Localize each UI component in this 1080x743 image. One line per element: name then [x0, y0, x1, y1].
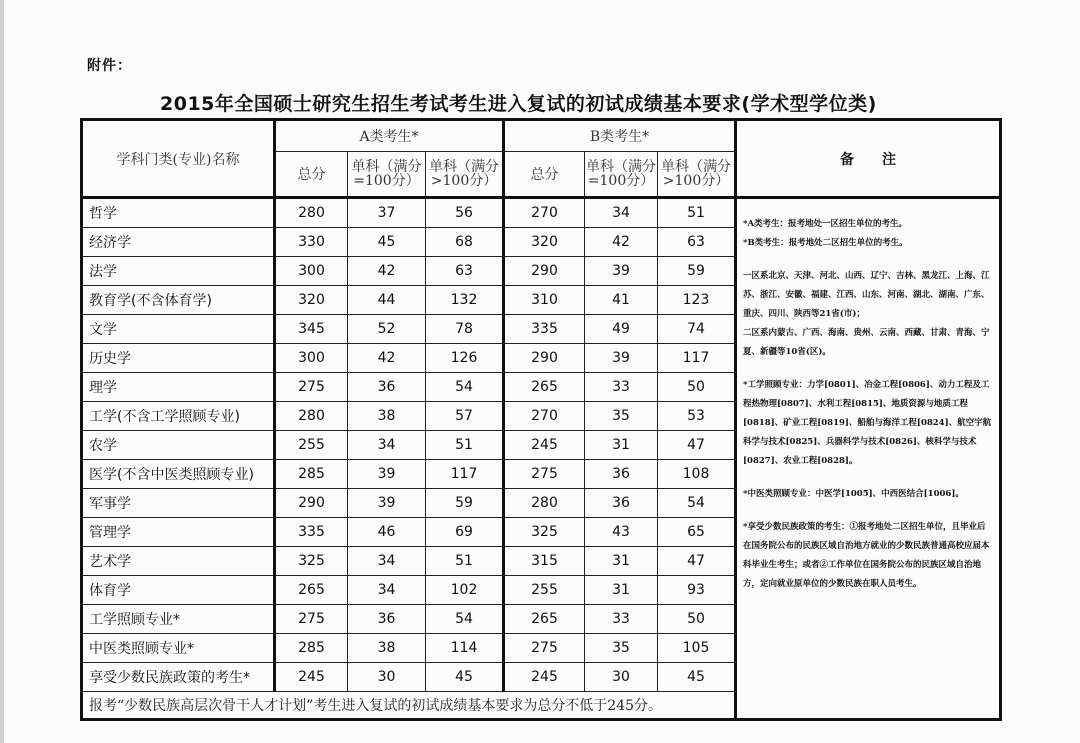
subject-name-cell: 经济学: [82, 228, 275, 257]
group-a-header: A类考生*: [275, 120, 504, 152]
a-total-cell: 245: [275, 663, 348, 692]
b-sgt100-cell: 63: [658, 228, 736, 257]
subject-column-header: 学科门类(专业)名称: [82, 120, 275, 198]
b-s100-cell: 42: [585, 228, 658, 257]
subject-name-cell: 享受少数民族政策的考生*: [82, 663, 275, 692]
b-sgt100-cell: 47: [658, 547, 736, 576]
note-tcm-special: *中医类照顾专业：中医学[1005]、中西医结合[1006]。: [743, 489, 964, 499]
b-total-cell: 245: [504, 431, 585, 460]
b-sgt100-cell: 54: [658, 489, 736, 518]
b-s100-cell: 39: [585, 257, 658, 286]
a-single100-header: 单科（满分=100分）: [348, 152, 426, 198]
a-sgt100-cell: 69: [426, 518, 504, 547]
a-s100-cell: 46: [348, 518, 426, 547]
b-total-cell: 265: [504, 373, 585, 402]
b-single100-header: 单科（满分=100分）: [585, 152, 658, 198]
a-s100-cell: 44: [348, 286, 426, 315]
b-s100-cell: 30: [585, 663, 658, 692]
remarks-cell: [736, 198, 1001, 720]
subject-name-cell: 理学: [82, 373, 275, 402]
note-region-two: 二区系内蒙古、广西、海南、贵州、云南、西藏、甘肃、青海、宁夏、新疆等10省(区)。: [743, 328, 990, 357]
subject-name-cell: 医学(不含中医类照顾专业): [82, 460, 275, 489]
subject-name-cell: 历史学: [82, 344, 275, 373]
b-total-cell: 320: [504, 228, 585, 257]
a-sgt100-cell: 54: [426, 605, 504, 634]
a-s100-cell: 42: [348, 344, 426, 373]
b-total-cell: 290: [504, 344, 585, 373]
a-total-cell: 275: [275, 373, 348, 402]
a-single-over100-header: 单科（满分>100分）: [426, 152, 504, 198]
a-sgt100-cell: 51: [426, 431, 504, 460]
b-s100-cell: 31: [585, 576, 658, 605]
a-s100-cell: 38: [348, 402, 426, 431]
a-sgt100-cell: 78: [426, 315, 504, 344]
a-total-cell: 325: [275, 547, 348, 576]
a-sgt100-cell: 132: [426, 286, 504, 315]
a-s100-cell: 36: [348, 373, 426, 402]
b-sgt100-cell: 74: [658, 315, 736, 344]
remarks-header: 备 注: [736, 120, 1001, 198]
a-total-cell: 280: [275, 198, 348, 228]
b-s100-cell: 41: [585, 286, 658, 315]
score-table: [80, 118, 1002, 721]
subject-name-cell: 艺术学: [82, 547, 275, 576]
page-title: 2015年全国硕士研究生招生考试考生进入复试的初试成绩基本要求(学术型学位类): [160, 93, 877, 115]
a-sgt100-cell: 68: [426, 228, 504, 257]
b-total-header: 总分: [504, 152, 585, 198]
a-total-cell: 335: [275, 518, 348, 547]
b-sgt100-cell: 108: [658, 460, 736, 489]
b-sgt100-cell: 59: [658, 257, 736, 286]
a-total-cell: 290: [275, 489, 348, 518]
a-sgt100-cell: 56: [426, 198, 504, 228]
a-sgt100-cell: 117: [426, 460, 504, 489]
b-s100-cell: 35: [585, 402, 658, 431]
b-s100-cell: 49: [585, 315, 658, 344]
a-total-cell: 255: [275, 431, 348, 460]
note-engineering-special: *工学照顾专业：力学[0801]、冶金工程[0806]、动力工程及工程热物理[0807]、水利工程[0815]、地质资源与地质工程[0818]、矿业工程[0819]、船舶与海洋工程[0824]、航空宇航科学与技术[0825]、兵器科学与技术[0826]、核科学与技术[0827]、农业工程[0828]。: [743, 380, 992, 466]
remarks-notes: [737, 199, 999, 594]
a-s100-cell: 36: [348, 605, 426, 634]
a-s100-cell: 52: [348, 315, 426, 344]
a-total-cell: 345: [275, 315, 348, 344]
subject-name-cell: 法学: [82, 257, 275, 286]
a-total-cell: 320: [275, 286, 348, 315]
b-sgt100-cell: 93: [658, 576, 736, 605]
b-sgt100-cell: 47: [658, 431, 736, 460]
subject-name-cell: 工学(不含工学照顾专业): [82, 402, 275, 431]
note-b-class: *B类考生：报考地处二区招生单位的考生。: [743, 238, 908, 248]
a-s100-cell: 39: [348, 489, 426, 518]
a-s100-cell: 34: [348, 547, 426, 576]
b-sgt100-cell: 50: [658, 605, 736, 634]
a-sgt100-cell: 114: [426, 634, 504, 663]
b-s100-cell: 31: [585, 547, 658, 576]
a-total-cell: 275: [275, 605, 348, 634]
b-single-over100-header: 单科（满分>100分）: [658, 152, 736, 198]
b-s100-cell: 35: [585, 634, 658, 663]
b-sgt100-cell: 50: [658, 373, 736, 402]
a-s100-cell: 30: [348, 663, 426, 692]
a-sgt100-cell: 63: [426, 257, 504, 286]
subject-name-cell: 军事学: [82, 489, 275, 518]
b-s100-cell: 39: [585, 344, 658, 373]
subject-name-cell: 工学照顾专业*: [82, 605, 275, 634]
b-sgt100-cell: 51: [658, 198, 736, 228]
page-edge-shadow: [0, 0, 4, 743]
b-total-cell: 270: [504, 198, 585, 228]
a-sgt100-cell: 57: [426, 402, 504, 431]
note-a-class: *A类考生：报考地处一区招生单位的考生。: [743, 219, 908, 229]
a-s100-cell: 42: [348, 257, 426, 286]
b-sgt100-cell: 45: [658, 663, 736, 692]
b-sgt100-cell: 105: [658, 634, 736, 663]
a-total-cell: 285: [275, 634, 348, 663]
subject-name-cell: 教育学(不含体育学): [82, 286, 275, 315]
b-sgt100-cell: 53: [658, 402, 736, 431]
b-s100-cell: 36: [585, 460, 658, 489]
b-total-cell: 335: [504, 315, 585, 344]
a-s100-cell: 38: [348, 634, 426, 663]
subject-name-cell: 中医类照顾专业*: [82, 634, 275, 663]
a-s100-cell: 39: [348, 460, 426, 489]
b-total-cell: 265: [504, 605, 585, 634]
a-sgt100-cell: 51: [426, 547, 504, 576]
a-total-cell: 280: [275, 402, 348, 431]
b-total-cell: 275: [504, 634, 585, 663]
subject-name-cell: 体育学: [82, 576, 275, 605]
a-total-cell: 285: [275, 460, 348, 489]
a-sgt100-cell: 102: [426, 576, 504, 605]
a-total-cell: 300: [275, 257, 348, 286]
group-b-header: B类考生*: [504, 120, 736, 152]
b-s100-cell: 34: [585, 198, 658, 228]
table-row: [82, 198, 1001, 228]
note-region-one: 一区系北京、天津、河北、山西、辽宁、吉林、黑龙江、上海、江苏、浙江、安徽、福建、江西、山东、河南、湖北、湖南、广东、重庆、四川、陕西等21省(市)；: [743, 271, 990, 319]
b-s100-cell: 33: [585, 605, 658, 634]
b-total-cell: 275: [504, 460, 585, 489]
a-sgt100-cell: 59: [426, 489, 504, 518]
a-sgt100-cell: 45: [426, 663, 504, 692]
a-total-header: 总分: [275, 152, 348, 198]
b-total-cell: 280: [504, 489, 585, 518]
b-s100-cell: 33: [585, 373, 658, 402]
b-s100-cell: 31: [585, 431, 658, 460]
a-sgt100-cell: 54: [426, 373, 504, 402]
b-s100-cell: 36: [585, 489, 658, 518]
b-total-cell: 255: [504, 576, 585, 605]
subject-name-cell: 农学: [82, 431, 275, 460]
subject-name-cell: 管理学: [82, 518, 275, 547]
footer-note: 报考“少数民族高层次骨干人才计划”考生进入复试的初试成绩基本要求为总分不低于245分。: [82, 692, 736, 720]
b-sgt100-cell: 65: [658, 518, 736, 547]
b-total-cell: 270: [504, 402, 585, 431]
b-s100-cell: 43: [585, 518, 658, 547]
a-total-cell: 330: [275, 228, 348, 257]
note-minority-policy: *享受少数民族政策的考生：①报考地处二区招生单位，且毕业后在国务院公布的民族区域自治地方就业的少数民族普通高校应届本科毕业生考生；或者②工作单位在国务院公布的民族区域自治地方，定向就业原单位的少数民族在职人员考生。: [743, 522, 990, 589]
a-s100-cell: 34: [348, 576, 426, 605]
b-total-cell: 310: [504, 286, 585, 315]
b-total-cell: 315: [504, 547, 585, 576]
b-total-cell: 325: [504, 518, 585, 547]
b-sgt100-cell: 117: [658, 344, 736, 373]
b-sgt100-cell: 123: [658, 286, 736, 315]
a-s100-cell: 34: [348, 431, 426, 460]
a-total-cell: 300: [275, 344, 348, 373]
b-total-cell: 290: [504, 257, 585, 286]
attachment-label: 附件：: [87, 58, 132, 74]
a-total-cell: 265: [275, 576, 348, 605]
b-total-cell: 245: [504, 663, 585, 692]
a-sgt100-cell: 126: [426, 344, 504, 373]
subject-name-cell: 哲学: [82, 198, 275, 228]
a-s100-cell: 37: [348, 198, 426, 228]
subject-name-cell: 文学: [82, 315, 275, 344]
a-s100-cell: 45: [348, 228, 426, 257]
